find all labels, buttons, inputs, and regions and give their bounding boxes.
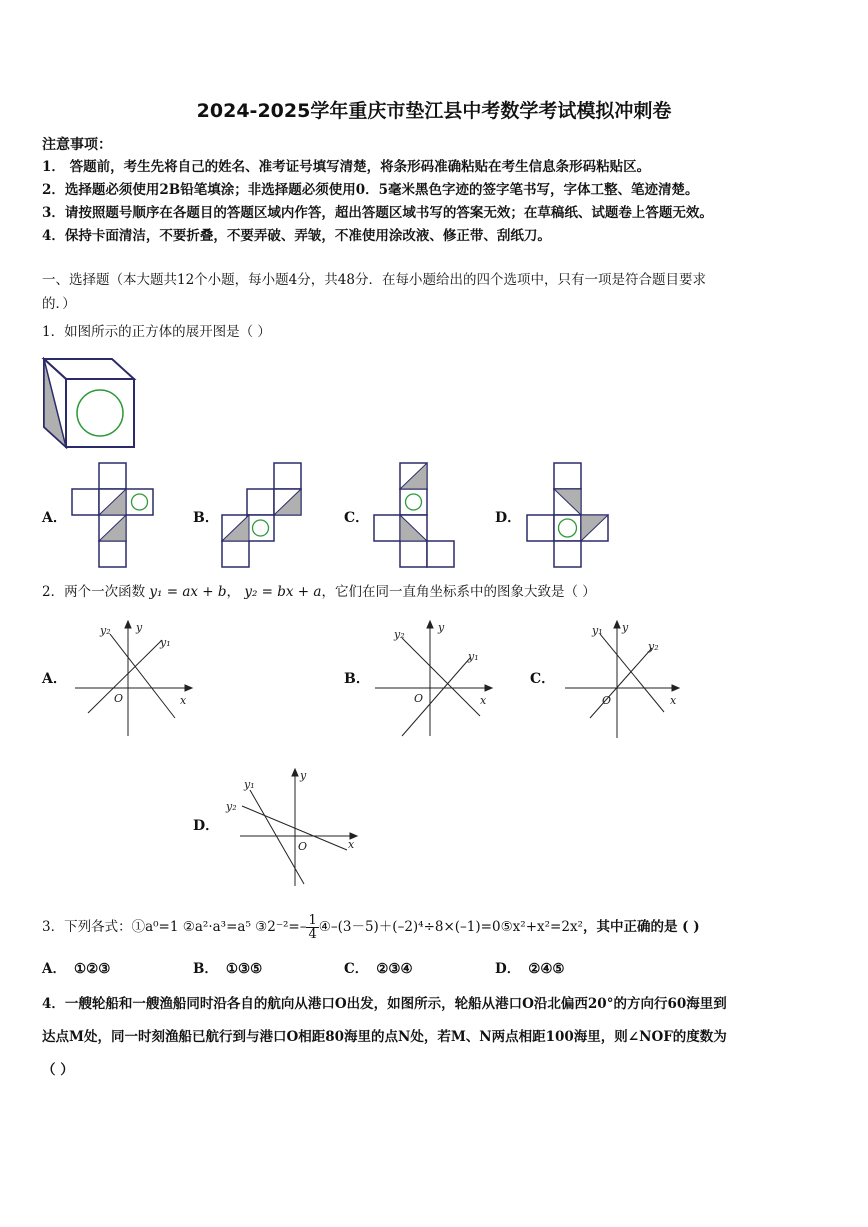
note-item-3: 3．请按照题号顺序在各题目的答题区域内作答，超出答题区域书写的答案无效；在草稿纸、试题卷上答题无效。 xyxy=(42,205,713,221)
q3-option-c[interactable]: C． ②③④ xyxy=(344,961,413,977)
graph-option-a[interactable] xyxy=(70,618,195,740)
y-axis-label: y xyxy=(136,621,143,634)
q2-separator: ， xyxy=(226,584,241,600)
y-axis-label: y xyxy=(438,621,445,634)
y1-label: y₁ xyxy=(160,636,171,649)
note-item-2: 2．选择题必须使用2B铅笔填涂；非选择题必须使用0．5毫米黑色字迹的签字笔书写，字体工整、笔迹清楚。 xyxy=(42,182,699,198)
origin-label: O xyxy=(602,694,612,707)
q3-fraction-numerator: 1 xyxy=(308,913,317,928)
q3-option-a[interactable]: A． ①②③ xyxy=(42,961,111,977)
q3-option-b[interactable]: B． ①③⑤ xyxy=(193,961,263,977)
q2-option-b-label[interactable]: B． xyxy=(344,671,370,687)
q2-option-d-label[interactable]: D． xyxy=(193,818,220,834)
q2-function-2: y₂ = bx + a xyxy=(244,584,322,600)
q2-option-c-label[interactable]: C． xyxy=(530,671,556,687)
q1-option-c-label[interactable]: C． xyxy=(344,510,370,526)
q3-expr-2: ②a²·a³=a⁵ xyxy=(182,919,251,935)
net-option-b[interactable] xyxy=(220,461,306,571)
q3-expr-4: ④–(3－5)＋(–2)⁴÷8×(–1)=0 xyxy=(318,919,501,935)
x-axis-label: x xyxy=(480,694,487,707)
q1-option-b-label[interactable]: B． xyxy=(193,510,219,526)
y-axis-label: y xyxy=(622,621,629,634)
cube-figure xyxy=(40,355,138,451)
origin-label: O xyxy=(298,840,308,853)
q1-option-a-label[interactable]: A． xyxy=(42,510,67,526)
q3-expr-5: ⑤x²+x²=2x² xyxy=(500,919,583,935)
q3-expr-3: ③2⁻²=– xyxy=(255,919,307,935)
net-option-d[interactable] xyxy=(525,461,611,571)
x-axis-label: x xyxy=(180,694,187,707)
q2-suffix: ，它们在同一直角坐标系中的图象大致是（ ） xyxy=(321,584,596,600)
page-title: 2024-2025学年重庆市垫江县中考数学考试模拟冲刺卷 xyxy=(196,100,672,122)
q1-stem: 1．如图所示的正方体的展开图是（ ） xyxy=(42,324,271,340)
y1-label: y₁ xyxy=(468,650,479,663)
x-axis-label: x xyxy=(348,838,355,851)
q1-option-d-label[interactable]: D． xyxy=(495,510,522,526)
y1-label: y₁ xyxy=(244,778,255,791)
note-item-1: 1． 答题前，考生先将自己的姓名、准考证号填写清楚，将条形码准确粘贴在考生信息条形码粘贴区。 xyxy=(42,159,651,175)
q3-suffix: ，其中正确的是 ( ) xyxy=(582,919,700,935)
y2-label: y₂ xyxy=(100,624,111,637)
q2-function-1: y₁ = ax + b xyxy=(149,584,227,600)
q2-option-a-label[interactable]: A． xyxy=(42,671,67,687)
net-option-c[interactable] xyxy=(372,461,458,571)
notes-heading: 注意事项： xyxy=(42,137,112,153)
q3-stem xyxy=(42,914,700,941)
y1-label: y₁ xyxy=(592,624,603,637)
net-option-a[interactable] xyxy=(70,461,156,571)
q4-line-2: 达点M处，同一时刻渔船已航行到与港口O相距80海里的点N处，若M、N两点相距100海里，则∠NOF的度数为 xyxy=(42,1029,727,1045)
q4-line-3: （ ） xyxy=(42,1062,74,1078)
q4-line-1: 4．一艘轮船和一艘渔船同时沿各自的航向从港口O出发，如图所示，轮船从港口O沿北偏西20°的方向行60海里到 xyxy=(42,996,727,1012)
q3-expr-1: ①a⁰=1 xyxy=(131,919,179,935)
q2-prefix: 2．两个一次函数 xyxy=(42,584,146,600)
q3-prefix: 3．下列各式： xyxy=(42,919,132,935)
y2-label: y₂ xyxy=(226,800,237,813)
q3-fraction-denominator: 4 xyxy=(308,927,317,942)
section-heading-line-2: 的．） xyxy=(42,296,76,312)
x-axis-label: x xyxy=(670,694,677,707)
origin-label: O xyxy=(414,692,424,705)
graph-option-b[interactable] xyxy=(372,618,497,740)
y2-label: y₂ xyxy=(648,640,659,653)
y-axis-label: y xyxy=(300,769,307,782)
graph-option-c[interactable] xyxy=(562,618,687,740)
q3-option-d[interactable]: D． ②④⑤ xyxy=(495,961,565,977)
y2-label: y₂ xyxy=(394,628,405,641)
q2-stem xyxy=(42,580,596,600)
note-item-4: 4．保持卡面清洁，不要折叠，不要弄破、弄皱，不准使用涂改液、修正带、刮纸刀。 xyxy=(42,228,551,244)
q3-fraction xyxy=(306,914,318,941)
section-heading-line-1: 一、选择题（本大题共12个小题，每小题4分，共48分．在每小题给出的四个选项中，只有一项是符合题目要求 xyxy=(42,272,706,288)
origin-label: O xyxy=(114,692,124,705)
graph-option-d[interactable] xyxy=(222,766,362,888)
